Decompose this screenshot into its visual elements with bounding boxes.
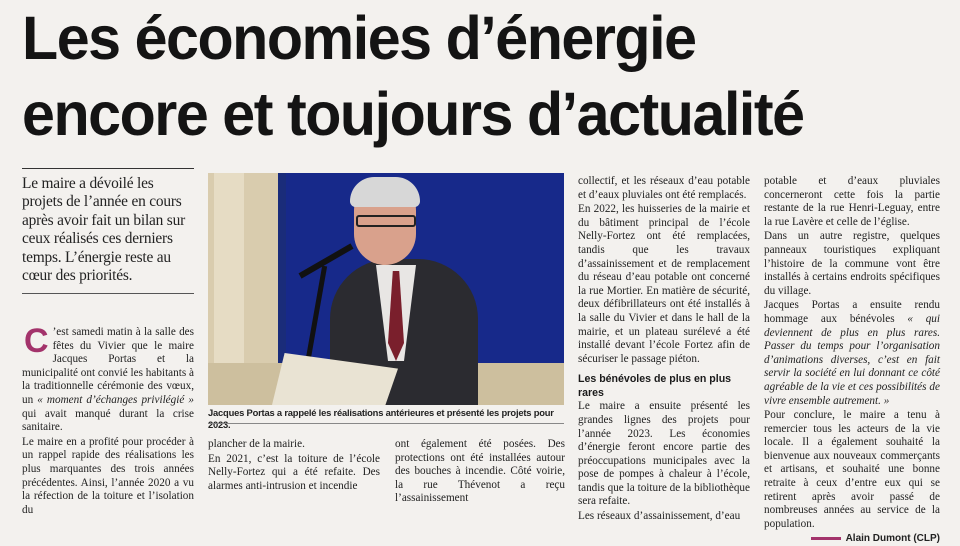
article-paragraph: Le maire en a profité pour procéder à un rappel rapide des réalisations les plus marquantes des trois années précédentes. Ainsi, l’année 2020 a vu la réfection de la toiture et l’isolation du [22, 435, 194, 516]
article-column-2 [208, 438, 380, 494]
author-name: Alain Dumont (CLP) [845, 533, 940, 545]
article-column-3 [395, 438, 565, 507]
article-text: Jacques Portas a ensuite rendu hommage aux bénévoles [764, 299, 940, 325]
article-column-5 [764, 175, 940, 546]
article-paragraph: En 2021, c’est la toiture de l’école Nelly-Fortez qui a été refaite. Des alarmes anti-intrusion et incendie [208, 452, 380, 492]
article-paragraph: Le maire a ensuite présenté les grandes lignes des projets pour l’année 2023. Les économies d’énergie feront encore partie des préoccupations municipales avec la pose de pompes à chaleur à l’école, tandis que la toiture de la bibliothèque sera refaite. [578, 400, 750, 508]
photo-caption: Jacques Portas a rappelé les réalisations antérieures et présenté les projets pour 2023. [208, 407, 554, 430]
article-paragraph: Les réseaux d’assainissement, d’eau [578, 510, 741, 523]
article-paragraph: ont également été posées. Des protections ont été installées autour des bouches à incendie. Côté voirie, la rue Thévenot a reçu l’assainissement [395, 438, 565, 505]
photo-speaker-hair [350, 177, 420, 207]
caption-divider [208, 423, 564, 424]
signature-accent-bar [811, 537, 841, 540]
article-paragraph: En 2022, les huisseries de la mairie et du bâtiment principal de l’école Nelly-Fortez ont été remplacées, tandis que les travaux d’assainissement et de remplacement du réseau d’eau potable ont concerné la rue Mortier. En matière de sécurité, deux défibrillateurs ont été installés à la salle du Vivier et dans le hall de la mairie, et un plateau surélevé a été installé devant l’école Fortez afin de sécuriser le passage piéton. [578, 203, 750, 365]
article-text: qui avait manqué durant la crise sanitaire. [22, 407, 194, 434]
article-quote: « moment d’échanges privilégié » [37, 393, 194, 406]
chapo-divider [22, 293, 194, 294]
headline [22, 0, 924, 152]
headline-line-1: Les économies d’énergie [22, 4, 696, 72]
article-photo [208, 173, 564, 405]
article-text: ’est samedi matin à la salle des fêtes du Vivier que le maire Jacques Portas et la municipalité ont convié les habitants à la traditionnelle cérémonie des vœux, un [22, 326, 194, 406]
article-paragraph [764, 299, 940, 408]
article-column-4 [578, 175, 750, 525]
article-paragraph: Pour conclure, le maire a tenu à remercier tous les acteurs de la vie locale. Il a également souhaité la bienvenue aux nouveaux commerçants et artisans, et souhaité une bonne retraite à ceux d’entre eux qui se retirent après avoir passé de nombreuses années au service de la population. [764, 409, 940, 530]
article-quote: « qui deviennent de plus en plus rares. Passer du temps pour l’organisation d’animations diverses, c’est en fait servir la société en lui donnant ce côté agréable de la vie et ces possibilités de vivre ensemble autrement. » [764, 312, 941, 407]
article-paragraph [22, 322, 194, 435]
dropcap-letter: C [24, 322, 49, 360]
article-paragraph: potable et d’eaux pluviales concerneront cette fois la partie restante de la rue Henri-Leguay, entre la rue Lavère et celle de l’église. [764, 175, 940, 228]
article-paragraph: plancher de la mairie. [208, 438, 305, 450]
author-signature [764, 532, 940, 546]
article-column-1 [22, 322, 194, 518]
photo-speaker-glasses [356, 215, 416, 227]
chapo-text: Le maire a dévoilé les projets de l’année en cours après avoir fait un bilan sur ceux réalisés ces derniers temps. L’énergie reste au cœur des priorités. [22, 175, 186, 285]
headline-line-2: encore et toujours d’actualité [22, 80, 804, 148]
article-paragraph: Dans un autre registre, quelques panneaux touristiques expliquant l’histoire de la commune vont être installés à certains endroits spécifiques du village. [764, 230, 940, 297]
chapo-block [22, 168, 194, 294]
article-subhead: Les bénévoles de plus en plus rares [578, 373, 732, 400]
article-paragraph: collectif, et les réseaux d’eau potable et d’eaux pluviales ont été remplacés. [578, 175, 750, 201]
